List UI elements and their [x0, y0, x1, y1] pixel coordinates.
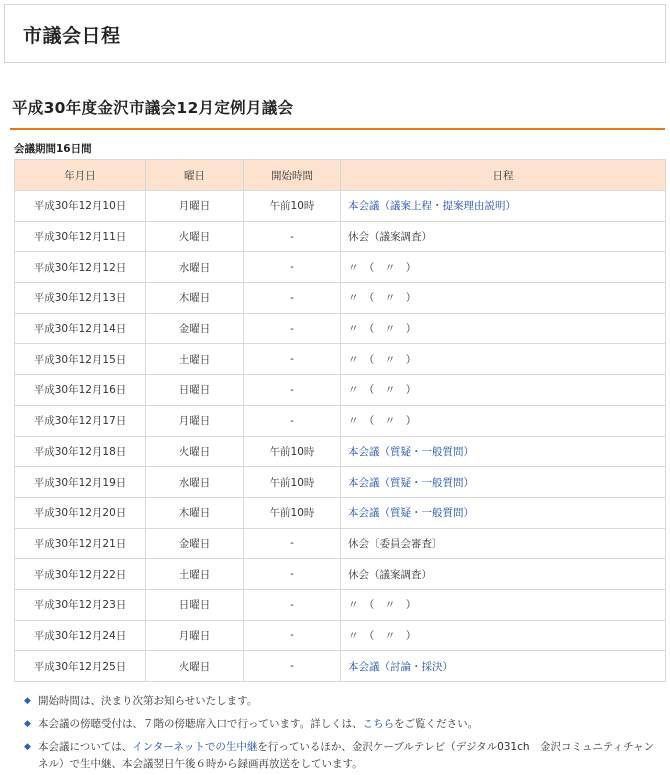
note-text: 本会議については、: [38, 741, 133, 753]
notes-list: [24, 693, 664, 775]
page-title: 市議会日程: [23, 25, 121, 47]
plenary-session-link[interactable]: 本会議（議案上程・提案理由説明）: [348, 200, 516, 213]
note-text: を行っているほか、金沢ケーブルテレビ（デジタル031ch 金沢コミュニティチャンネル）で生中継、本会議翌日午後６時から録画再放送をしています。: [38, 741, 655, 770]
schedule-table-body: [15, 191, 666, 682]
table-row: [15, 283, 666, 314]
start-time-cell: -: [244, 589, 341, 620]
table-row: [15, 405, 666, 436]
schedule-cell: [341, 283, 666, 314]
day-cell: 火曜日: [146, 651, 244, 682]
start-time-cell: -: [244, 344, 341, 375]
date-cell: 平成30年12月20日: [15, 497, 146, 528]
schedule-text: 〃 （ 〃 ）: [348, 415, 417, 428]
date-cell: 平成30年12月11日: [15, 221, 146, 252]
schedule-text: 〃 （ 〃 ）: [348, 261, 417, 274]
schedule-cell: [341, 313, 666, 344]
day-cell: 土曜日: [146, 344, 244, 375]
table-row: [15, 651, 666, 682]
date-cell: 平成30年12月15日: [15, 344, 146, 375]
date-cell: 平成30年12月18日: [15, 436, 146, 467]
schedule-cell: [341, 252, 666, 283]
start-time-cell: 午前10時: [244, 436, 341, 467]
day-cell: 日曜日: [146, 375, 244, 406]
schedule-cell: [341, 589, 666, 620]
schedule-cell: [341, 191, 666, 222]
table-header-row: [15, 160, 666, 191]
session-period-label: 会議期間16日間: [14, 143, 92, 155]
note-item: [24, 739, 664, 773]
plenary-session-link[interactable]: 本会議（質疑・一般質問）: [348, 476, 474, 489]
day-cell: 火曜日: [146, 436, 244, 467]
schedule-cell: [341, 344, 666, 375]
schedule-cell: [341, 436, 666, 467]
day-cell: 金曜日: [146, 313, 244, 344]
date-cell: 平成30年12月14日: [15, 313, 146, 344]
schedule-table: [14, 159, 666, 682]
plenary-session-link[interactable]: 本会議（質疑・一般質問）: [348, 445, 474, 458]
date-cell: 平成30年12月21日: [15, 528, 146, 559]
table-row: [15, 191, 666, 222]
schedule-cell: [341, 620, 666, 651]
day-cell: 木曜日: [146, 497, 244, 528]
start-time-cell: -: [244, 375, 341, 406]
day-cell: 月曜日: [146, 191, 244, 222]
schedule-cell: [341, 375, 666, 406]
day-cell: 火曜日: [146, 221, 244, 252]
table-row: [15, 313, 666, 344]
column-header-date: 年月日: [15, 160, 146, 191]
date-cell: 平成30年12月25日: [15, 651, 146, 682]
session-heading: 平成30年度金沢市議会12月定例月議会: [12, 99, 294, 117]
start-time-cell: 午前10時: [244, 497, 341, 528]
schedule-cell: [341, 651, 666, 682]
schedule-cell: [341, 528, 666, 559]
date-cell: 平成30年12月22日: [15, 559, 146, 590]
table-row: [15, 559, 666, 590]
date-cell: 平成30年12月19日: [15, 467, 146, 498]
table-row: [15, 467, 666, 498]
start-time-cell: -: [244, 620, 341, 651]
start-time-cell: -: [244, 559, 341, 590]
session-heading-bar: [10, 96, 665, 130]
table-row: [15, 344, 666, 375]
schedule-cell: [341, 497, 666, 528]
note-item: [24, 693, 664, 710]
start-time-cell: 午前10時: [244, 467, 341, 498]
start-time-cell: -: [244, 221, 341, 252]
day-cell: 金曜日: [146, 528, 244, 559]
schedule-text: 〃 （ 〃 ）: [348, 323, 417, 336]
table-row: [15, 436, 666, 467]
day-cell: 水曜日: [146, 467, 244, 498]
schedule-text: 休会（議案調査）: [348, 568, 432, 581]
note-text: をご覧ください。: [394, 718, 479, 730]
table-row: [15, 497, 666, 528]
schedule-text: 〃 （ 〃 ）: [348, 599, 417, 612]
schedule-cell: [341, 467, 666, 498]
diamond-bullet-icon: ◆: [24, 696, 31, 706]
table-row: [15, 252, 666, 283]
start-time-cell: -: [244, 252, 341, 283]
date-cell: 平成30年12月16日: [15, 375, 146, 406]
schedule-cell: [341, 559, 666, 590]
date-cell: 平成30年12月12日: [15, 252, 146, 283]
table-row: [15, 589, 666, 620]
column-header-schedule: 日程: [341, 160, 666, 191]
day-cell: 土曜日: [146, 559, 244, 590]
schedule-text: 〃 （ 〃 ）: [348, 384, 417, 397]
table-row: [15, 620, 666, 651]
day-cell: 水曜日: [146, 252, 244, 283]
start-time-cell: -: [244, 651, 341, 682]
gallery-info-link[interactable]: こちら: [362, 718, 395, 730]
schedule-cell: [341, 221, 666, 252]
plenary-session-link[interactable]: 本会議（討論・採決）: [348, 660, 453, 673]
column-header-start-time: 開始時間: [244, 160, 341, 191]
page-title-box: [4, 4, 666, 63]
start-time-cell: -: [244, 405, 341, 436]
schedule-text: 〃 （ 〃 ）: [348, 629, 417, 642]
start-time-cell: 午前10時: [244, 191, 341, 222]
note-text: 開始時間は、決まり次第お知らせいたします。: [38, 695, 258, 707]
plenary-session-link[interactable]: 本会議（質疑・一般質問）: [348, 507, 474, 520]
day-cell: 月曜日: [146, 405, 244, 436]
schedule-text: 休会（議案調査）: [348, 231, 432, 244]
schedule-text: 休会〔委員会審査〕: [348, 537, 443, 550]
table-row: [15, 375, 666, 406]
schedule-text: 〃 （ 〃 ）: [348, 292, 417, 305]
diamond-bullet-icon: ◆: [24, 719, 31, 729]
schedule-cell: [341, 405, 666, 436]
live-stream-link[interactable]: インターネットでの生中継: [132, 741, 258, 753]
date-cell: 平成30年12月24日: [15, 620, 146, 651]
start-time-cell: -: [244, 313, 341, 344]
table-row: [15, 221, 666, 252]
table-row: [15, 528, 666, 559]
date-cell: 平成30年12月23日: [15, 589, 146, 620]
start-time-cell: -: [244, 283, 341, 314]
note-text: 本会議の傍聴受付は、７階の傍聴席入口で行っています。詳しくは、: [38, 718, 363, 730]
schedule-text: 〃 （ 〃 ）: [348, 353, 417, 366]
column-header-day: 曜日: [146, 160, 244, 191]
day-cell: 木曜日: [146, 283, 244, 314]
day-cell: 月曜日: [146, 620, 244, 651]
date-cell: 平成30年12月10日: [15, 191, 146, 222]
note-item: [24, 716, 664, 733]
date-cell: 平成30年12月17日: [15, 405, 146, 436]
start-time-cell: -: [244, 528, 341, 559]
day-cell: 日曜日: [146, 589, 244, 620]
date-cell: 平成30年12月13日: [15, 283, 146, 314]
diamond-bullet-icon: ◆: [24, 742, 31, 752]
